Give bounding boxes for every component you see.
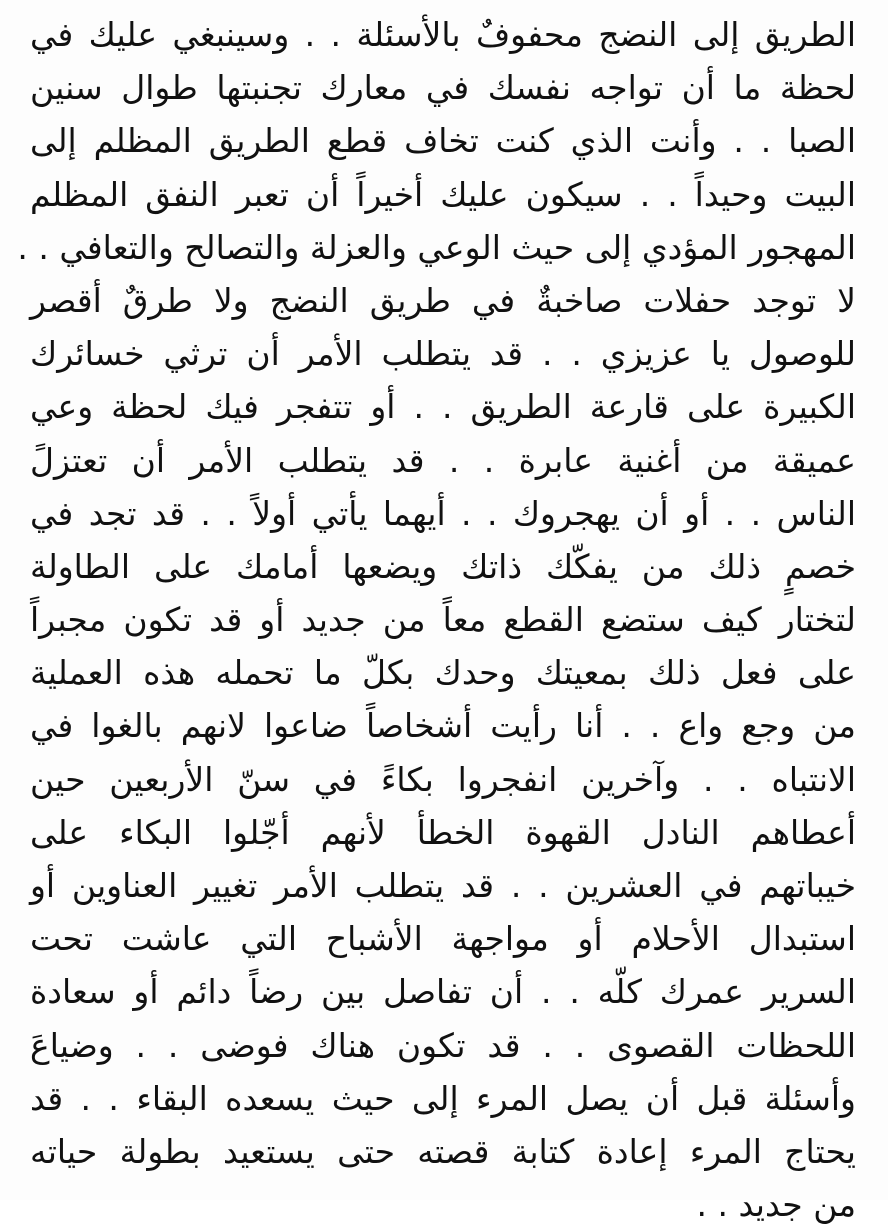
- text-line-17: خيباتهم في العشرين . . قد يتطلب الأمر تغيير العناوين أو: [30, 866, 856, 905]
- text-line-5: المهجور المؤدي إلى حيث الوعي والعزلة والتصالح والتعافي . .: [17, 227, 856, 267]
- text-line-12: لتختار كيف ستضع القطع معاً من جديد أو قد تكون مجبراً: [30, 600, 856, 640]
- text-line-20: اللحظات القصوى . . قد تكون هناك فوضى . . وضياعَ: [30, 1025, 856, 1065]
- text-line-9: عميقة من أغنية عابرة . . قد يتطلب الأمر أن تعتزلً: [30, 440, 856, 480]
- text-line-4: البيت وحيداً . . سيكون عليك أخيراً أن تعبر النفق المظلم: [30, 174, 856, 214]
- text-line-3: الصبا . . وأنت الذي كنت تخاف قطع الطريق المظلم إلى: [30, 121, 856, 161]
- text-line-7: للوصول يا عزيزي . . قد يتطلب الأمر أن ترثي خسائرك: [30, 334, 856, 374]
- text-line-1: الطريق إلى النضج محفوفٌ بالأسئلة . . وسينبغي عليك في: [30, 15, 856, 54]
- text-line-15: الانتباه . . وآخرين انفجروا بكاءً في سنّ الأربعين حين: [30, 759, 856, 799]
- text-line-11: خصمٍ ذلك من يفكّك ذاتك ويضعها أمامك على الطاولة: [30, 546, 856, 586]
- arabic-text-block: [17, 8, 856, 1231]
- text-line-22: يحتاج المرء إعادة كتابة قصته حتى يستعيد بطولة حياته: [30, 1131, 856, 1171]
- text-line-10: الناس . . أو أن يهجروك . . أيهما يأتي أولاً . . قد تجد في: [30, 493, 856, 533]
- text-line-19: السرير عمرك كلّه . . أن تفاصل بين رضاً دائم أو سعادة: [30, 972, 856, 1012]
- text-line-2: لحظة ما أن تواجه نفسك في معارك تجنبتها طوال سنين: [30, 68, 856, 108]
- text-line-14: من وجع واع . . أنا رأيت أشخاصاً ضاعوا لانهم بالغوا في: [30, 706, 856, 746]
- text-line-6: لا توجد حفلات صاخبةٌ في طريق النضج ولا طرقٌ أقصر: [30, 280, 856, 320]
- text-line-21: وأسئلة قبل أن يصل المرء إلى حيث يسعده البقاء . . قد: [30, 1078, 856, 1118]
- text-line-16: أعطاهم النادل القهوة الخطأ لأنهم أجّلوا البكاء على: [30, 812, 856, 852]
- text-line-18: استبدال الأحلام أو مواجهة الأشباح التي عاشت تحت: [30, 919, 856, 959]
- text-line-8: الكبيرة على قارعة الطريق . . أو تتفجر فيك لحظة وعي: [30, 387, 856, 427]
- text-line-13: على فعل ذلك بمعيتك وحدك بكلّ ما تحمله هذه العملية: [30, 653, 856, 693]
- text-line-23: من جديد . .: [696, 1185, 856, 1225]
